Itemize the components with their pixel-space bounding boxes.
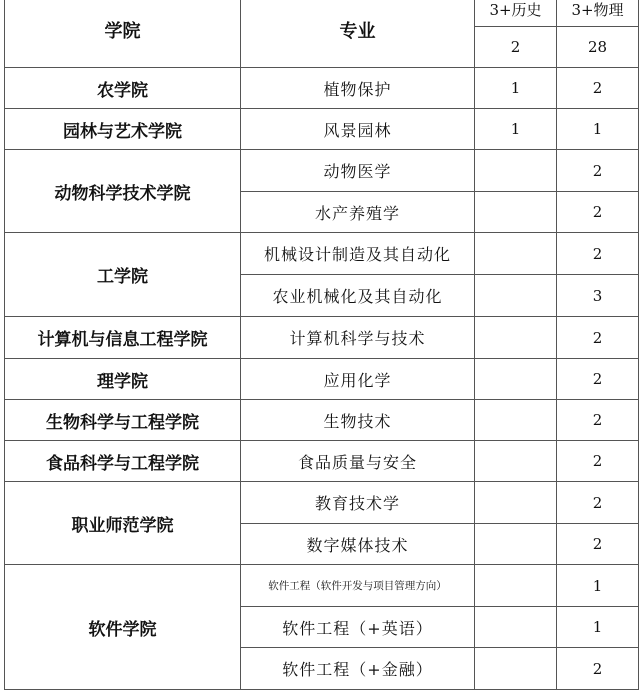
history-count-cell	[475, 150, 557, 192]
table-row	[5, 565, 639, 607]
physics-count-cell: 2	[557, 359, 639, 400]
history-count-cell	[475, 275, 557, 317]
major-cell: 植物保护	[241, 68, 475, 109]
college-cell: 计算机与信息工程学院	[5, 317, 241, 359]
major-cell: 软件工程（+金融）	[241, 648, 475, 690]
college-cell: 软件学院	[5, 565, 241, 690]
physics-count-cell: 2	[557, 400, 639, 441]
history-count-cell	[475, 607, 557, 648]
college-cell: 园林与艺术学院	[5, 109, 241, 150]
history-count-cell	[475, 482, 557, 524]
physics-count-cell: 1	[557, 607, 639, 648]
table-row	[5, 400, 639, 441]
major-cell: 数字媒体技术	[241, 524, 475, 565]
table-row	[5, 317, 639, 359]
college-cell: 农学院	[5, 68, 241, 109]
college-cell: 动物科学技术学院	[5, 150, 241, 233]
table-row	[5, 482, 639, 524]
physics-count-cell: 1	[557, 565, 639, 607]
major-cell: 教育技术学	[241, 482, 475, 524]
header-college: 学院	[5, 0, 241, 68]
history-count-cell	[475, 192, 557, 233]
history-count-cell	[475, 648, 557, 690]
history-count-cell	[475, 233, 557, 275]
physics-count-cell: 2	[557, 317, 639, 359]
major-cell: 计算机科学与技术	[241, 317, 475, 359]
history-count-cell	[475, 524, 557, 565]
college-cell: 食品科学与工程学院	[5, 441, 241, 482]
table-row	[5, 109, 639, 150]
history-count-cell	[475, 317, 557, 359]
physics-count-cell: 3	[557, 275, 639, 317]
physics-count-cell: 2	[557, 192, 639, 233]
header-physics: 3+物理	[557, 0, 639, 27]
history-count-cell	[475, 359, 557, 400]
header-history-total: 2	[475, 27, 557, 68]
header-major: 专业	[241, 0, 475, 68]
major-cell: 机械设计制造及其自动化	[241, 233, 475, 275]
major-cell: 农业机械化及其自动化	[241, 275, 475, 317]
table-row	[5, 150, 639, 192]
header-physics-total: 28	[557, 27, 639, 68]
enrollment-table	[4, 0, 639, 690]
history-count-cell	[475, 565, 557, 607]
header-history: 3+历史	[475, 0, 557, 27]
table-row	[5, 441, 639, 482]
major-cell: 生物技术	[241, 400, 475, 441]
major-cell: 风景园林	[241, 109, 475, 150]
physics-count-cell: 2	[557, 68, 639, 109]
physics-count-cell: 2	[557, 233, 639, 275]
college-cell: 生物科学与工程学院	[5, 400, 241, 441]
major-cell: 应用化学	[241, 359, 475, 400]
major-cell: 软件工程（软件开发与项目管理方向）	[241, 565, 475, 607]
college-cell: 理学院	[5, 359, 241, 400]
header-row-top	[5, 0, 639, 27]
physics-count-cell: 2	[557, 441, 639, 482]
table-row	[5, 233, 639, 275]
history-count-cell: 1	[475, 109, 557, 150]
major-cell: 动物医学	[241, 150, 475, 192]
history-count-cell	[475, 441, 557, 482]
physics-count-cell: 2	[557, 482, 639, 524]
table-row	[5, 68, 639, 109]
history-count-cell: 1	[475, 68, 557, 109]
college-cell: 职业师范学院	[5, 482, 241, 565]
major-cell: 软件工程（+英语）	[241, 607, 475, 648]
physics-count-cell: 2	[557, 150, 639, 192]
major-cell: 食品质量与安全	[241, 441, 475, 482]
physics-count-cell: 1	[557, 109, 639, 150]
major-cell: 水产养殖学	[241, 192, 475, 233]
college-cell: 工学院	[5, 233, 241, 317]
physics-count-cell: 2	[557, 524, 639, 565]
physics-count-cell: 2	[557, 648, 639, 690]
table-row	[5, 359, 639, 400]
history-count-cell	[475, 400, 557, 441]
